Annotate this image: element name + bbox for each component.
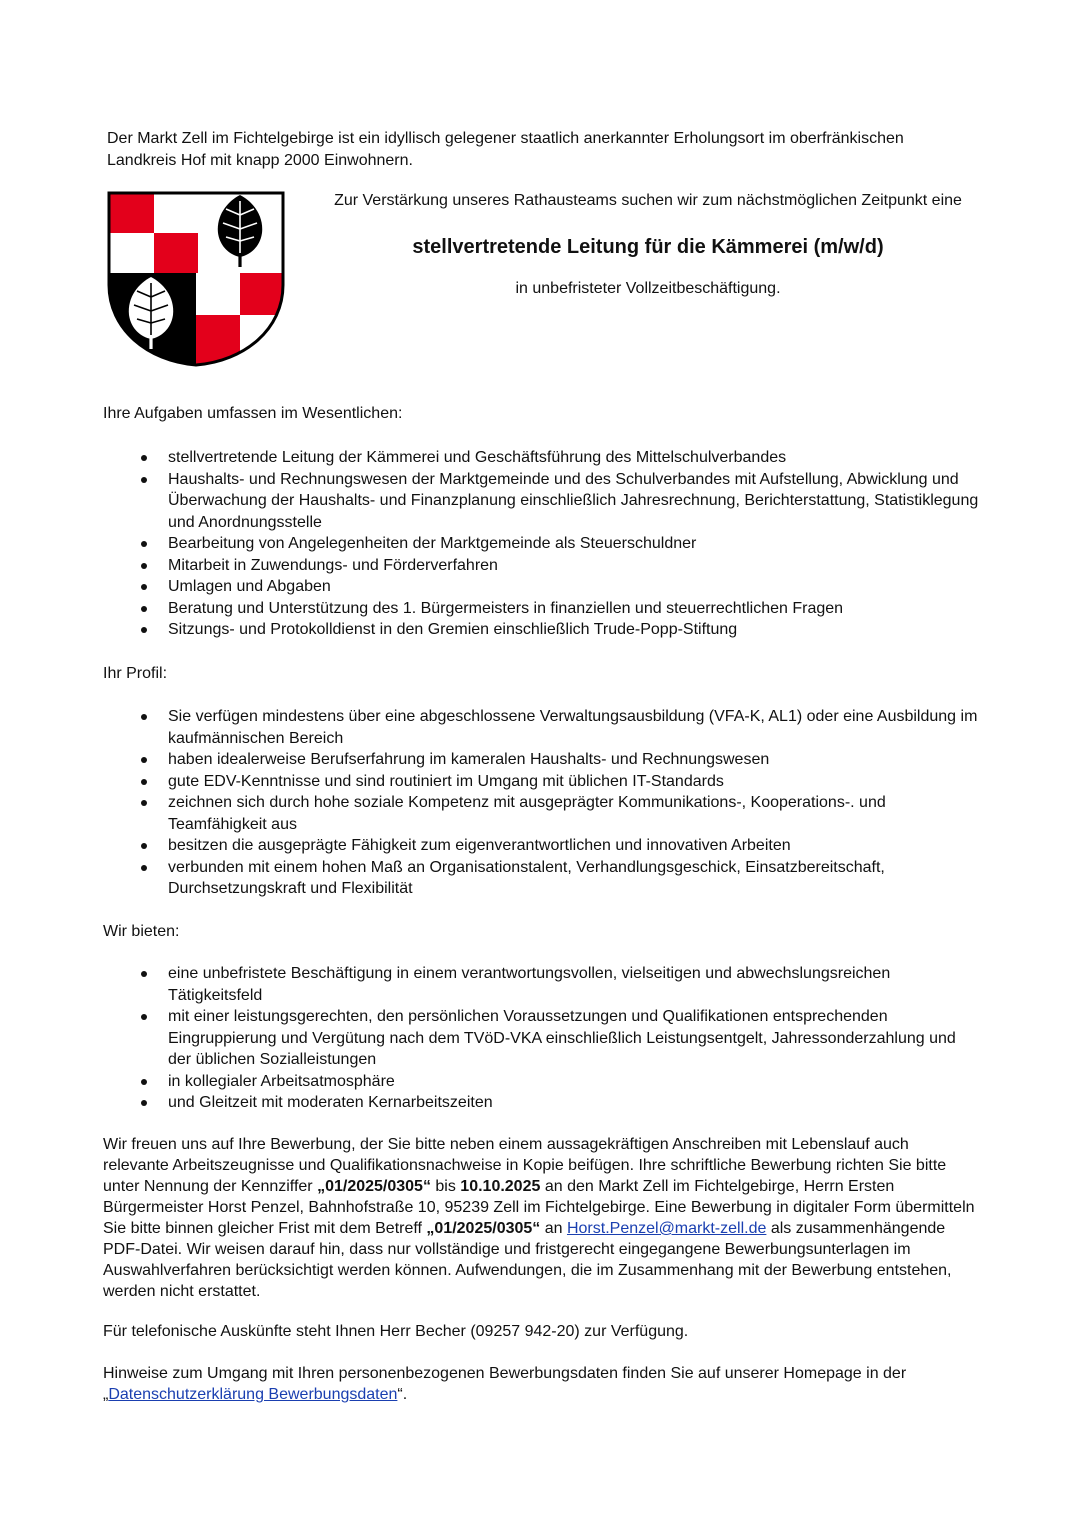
list-item: verbunden mit einem hohen Maß an Organisationstalent, Verhandlungsgeschick, Einsatzbereitschaft, Durchsetzungskraft und Flexibilität <box>103 857 983 900</box>
list-item: haben idealerweise Berufserfahrung im kameralen Haushalts- und Rechnungswesen <box>103 749 983 771</box>
offer-list <box>103 963 983 1114</box>
list-item: gute EDV-Kenntnisse und sind routiniert im Umgang mit üblichen IT-Standards <box>103 771 983 793</box>
list-item: Sitzungs- und Protokolldienst in den Gremien einschließlich Trude-Popp-Stiftung <box>103 619 983 641</box>
contact-paragraph: Für telefonische Auskünfte steht Ihnen Herr Becher (09257 942-20) zur Verfügung. <box>103 1323 689 1340</box>
list-item: Beratung und Unterstützung des 1. Bürgermeisters in finanziellen und steuerrechtlichen Fragen <box>103 598 983 620</box>
application-paragraph: Wir freuen uns auf Ihre Bewerbung, der Sie bitte neben einem aussagekräftigen Anschreiben mit Lebenslauf auch relevante Arbeitszeugnisse und Qualifikationsnachweise in Kopie beifügen. Ihre schriftliche Bewerbung richten Sie bitte unter Nennung der Kennziffer „01/2025/0305“ bis 10.10.2025 an den Markt Zell im Fichtelgebirge, Herrn Ersten Bürgermeister Horst Penzel, Bahnhofstraße 10, 95239 Zell im Fichtelgebirge. Eine Bewerbung in digitaler Form übermitteln Sie bitte binnen gleicher Frist mit dem Betreff „01/2025/0305“ an Horst.Penzel@markt-zell.de als zusammenhängende PDF-Datei. Wir weisen darauf hin, dass nur vollständige und fristgerecht eingegangene Bewerbungsunterlagen im Auswahlverfahren berücksichtigt werden können. Aufwendungen, die im Zusammenhang mit der Bewerbung entstehen, werden nicht erstattet. <box>103 1136 975 1300</box>
list-item: Bearbeitung von Angelegenheiten der Marktgemeinde als Steuerschuldner <box>103 533 983 555</box>
privacy-paragraph: Hinweise zum Umgang mit Ihren personenbezogenen Bewerbungsdaten finden Sie auf unserer Homepage in der „Datenschutzerklärung Bewerbungsdaten“. <box>103 1365 907 1403</box>
list-item: stellvertretende Leitung der Kämmerei und Geschäftsführung des Mittelschulverbandes <box>103 447 983 469</box>
privacy-policy-link[interactable]: Datenschutzerklärung Bewerbungsdaten <box>108 1386 398 1403</box>
header-lead: Zur Verstärkung unseres Rathausteams suchen wir zum nächstmöglichen Zeitpunkt eine <box>334 192 962 209</box>
list-item: Sie verfügen mindestens über eine abgeschlossene Verwaltungsausbildung (VFA-K, AL1) oder eine Ausbildung im kaufmännischen Bereich <box>103 706 983 749</box>
list-item: und Gleitzeit mit moderaten Kernarbeitszeiten <box>103 1092 983 1114</box>
tasks-heading: Ihre Aufgaben umfassen im Wesentlichen: <box>103 405 403 422</box>
page-title: stellvertretende Leitung für die Kämmerei (m/w/d) <box>412 236 884 258</box>
profile-list <box>103 706 983 900</box>
reference-number: „01/2025/0305“ <box>426 1220 541 1237</box>
list-item: Umlagen und Abgaben <box>103 576 983 598</box>
list-item: in kollegialer Arbeitsatmosphäre <box>103 1071 983 1093</box>
list-item: eine unbefristete Beschäftigung in einem verantwortungsvollen, vielseitigen und abwechslungsreichen Tätigkeitsfeld <box>103 963 983 1006</box>
list-item: besitzen die ausgeprägte Fähigkeit zum eigenverantwortlichen und innovativen Arbeiten <box>103 835 983 857</box>
list-item: Mitarbeit in Zuwendungs- und Förderverfahren <box>103 555 983 577</box>
profile-heading: Ihr Profil: <box>103 665 168 682</box>
offer-heading: Wir bieten: <box>103 923 180 940</box>
deadline-date: 10.10.2025 <box>460 1178 541 1195</box>
email-link[interactable]: Horst.Penzel@markt-zell.de <box>566 1220 767 1237</box>
list-item: mit einer leistungsgerechten, den persönlichen Voraussetzungen und Qualifikationen entsprechenden Eingruppierung und Vergütung nach dem TVöD-VKA einschließlich Leistungsentgelt, Jahressonderzahlung und der üblichen Sozialleistungen <box>103 1006 983 1071</box>
coat-of-arms <box>105 189 287 369</box>
tasks-list <box>103 447 983 641</box>
reference-number: „01/2025/0305“ <box>317 1178 431 1195</box>
list-item: Haushalts- und Rechnungswesen der Marktgemeinde und des Schulverbandes mit Aufstellung, Abwicklung und Überwachung der Haushalts- und Finanzplanung einschließlich Jahresrechnung, Berichterstattung, Statistiklegung und Anordnungsstelle <box>103 469 983 534</box>
intro-text: Der Markt Zell im Fichtelgebirge ist ein idyllisch gelegener staatlich anerkannter Erholungsort im oberfränkischen Landkreis Hof mit knapp 2000 Einwohnern. <box>107 130 904 169</box>
header-subtitle: in unbefristeter Vollzeitbeschäftigung. <box>515 280 781 297</box>
list-item: zeichnen sich durch hohe soziale Kompetenz mit ausgeprägter Kommunikations-, Kooperations-. und Teamfähigkeit aus <box>103 792 983 835</box>
header-block <box>320 190 976 300</box>
